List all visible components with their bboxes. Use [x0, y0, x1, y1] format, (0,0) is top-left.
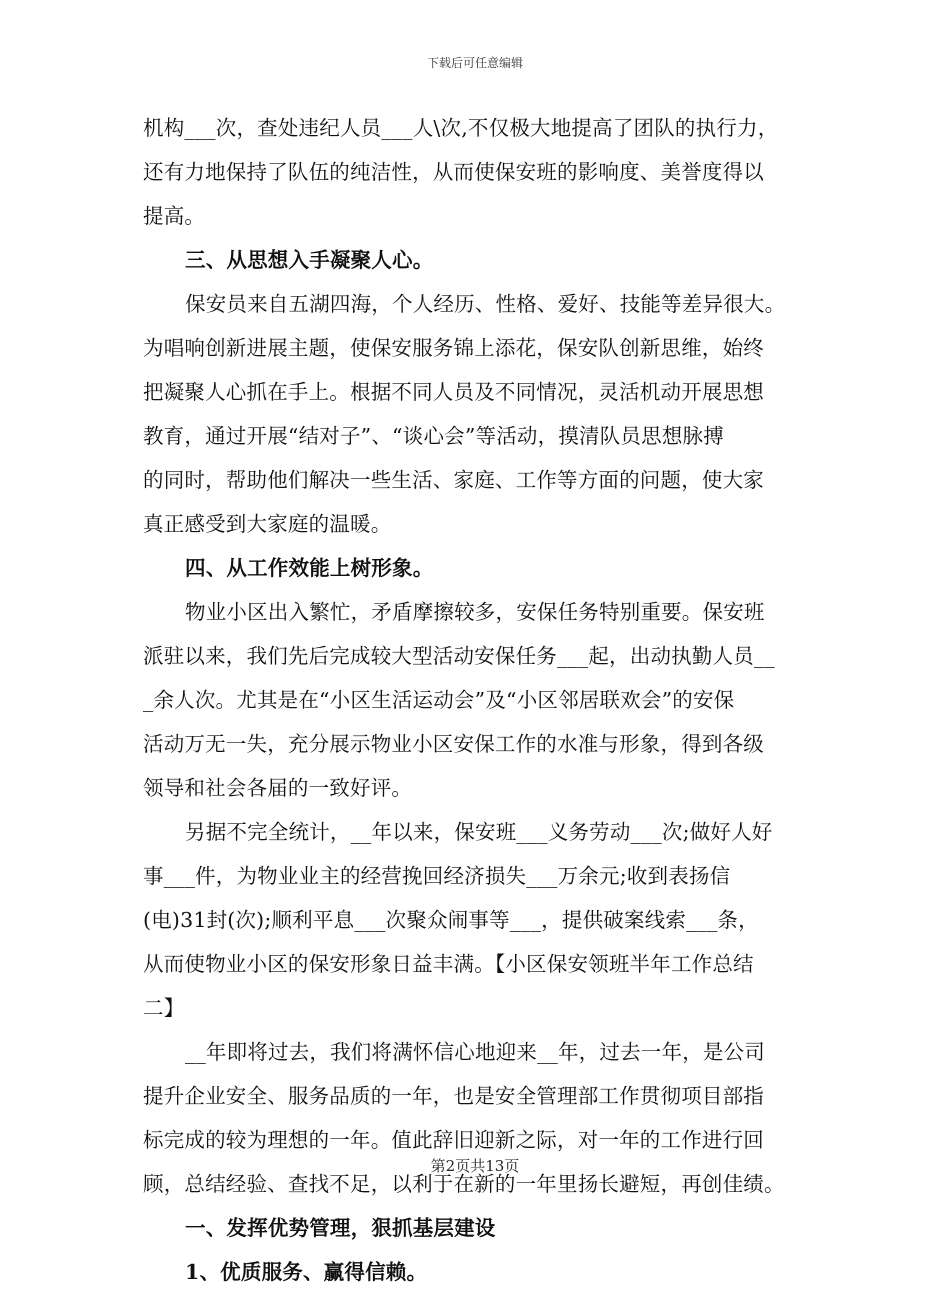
text-line: 提高。 [143, 204, 206, 228]
text-line: 教育，通过开展“结对子”、“谈心会”等活动，摸清队员思想脉搏 [143, 424, 724, 448]
text-line: 机构___次，查处违纪人员___人\次,不仅极大地提高了团队的执行力， [143, 116, 779, 140]
page-number: 第2页共13页 [430, 1157, 520, 1175]
text-line: 的同时，帮助他们解决一些生活、家庭、工作等方面的问题，使大家 [143, 468, 764, 492]
text-line: __年即将过去，我们将满怀信心地迎来__年，过去一年，是公司 [185, 1040, 765, 1064]
text-line: 活动万无一失，充分展示物业小区安保工作的水准与形象，得到各级 [143, 732, 764, 756]
text-line: (电)31封(次);顺利平息___次聚众闹事等___，提供破案线索___条， [143, 908, 759, 932]
text-line: 二】 [143, 996, 185, 1020]
section-heading: 四、从工作效能上树形象。 [185, 556, 434, 580]
text-line: 事___件，为物业业主的经营挽回经济损失___万余元;收到表扬信 [143, 864, 731, 888]
text-line: 保安员来自五湖四海，个人经历、性格、爱好、技能等差异很大。 [185, 292, 786, 316]
text-line: 从而使物业小区的保安形象日益丰满。【小区保安领班半年工作总结 [143, 952, 754, 976]
page-header: 下载后可任意编辑 [426, 56, 523, 70]
text-line: 物业小区出入繁忙，矛盾摩擦较多，安保任务特别重要。保安班 [185, 600, 765, 624]
text-line: 领导和社会各届的一致好评。 [143, 776, 413, 800]
text-line: 另据不完全统计，__年以来，保安班___义务劳动___次;做好人好 [185, 820, 773, 844]
subsection-heading: 1、优质服务、赢得信赖。 [185, 1260, 428, 1284]
section-heading: 一、发挥优势管理，狠抓基层建设 [185, 1216, 496, 1240]
text-line: 把凝聚人心抓在手上。根据不同人员及不同情况，灵活机动开展思想 [143, 380, 764, 404]
text-line: 还有力地保持了队伍的纯洁性，从而使保安班的影响度、美誉度得以 [143, 160, 764, 184]
text-line: 标完成的较为理想的一年。值此辞旧迎新之际，对一年的工作进行回 [143, 1128, 764, 1152]
text-line: 提升企业安全、服务品质的一年，也是安全管理部工作贯彻项目部指 [143, 1084, 764, 1108]
text-line: 真正感受到大家庭的温暖。 [143, 512, 392, 536]
section-heading: 三、从思想入手凝聚人心。 [185, 248, 434, 272]
text-line: 为唱响创新进展主题，使保安服务锦上添花，保安队创新思维，始终 [143, 336, 764, 360]
document-body [143, 106, 809, 1294]
text-line: _余人次。尤其是在“小区生活运动会”及“小区邻居联欢会”的安保 [143, 688, 735, 712]
text-line: 派驻以来，我们先后完成较大型活动安保任务___起，出动执勤人员__ [143, 644, 775, 668]
text-line: 顾，总结经验、查找不足，以利于在新的一年里扬长避短，再创佳绩。 [143, 1172, 785, 1196]
